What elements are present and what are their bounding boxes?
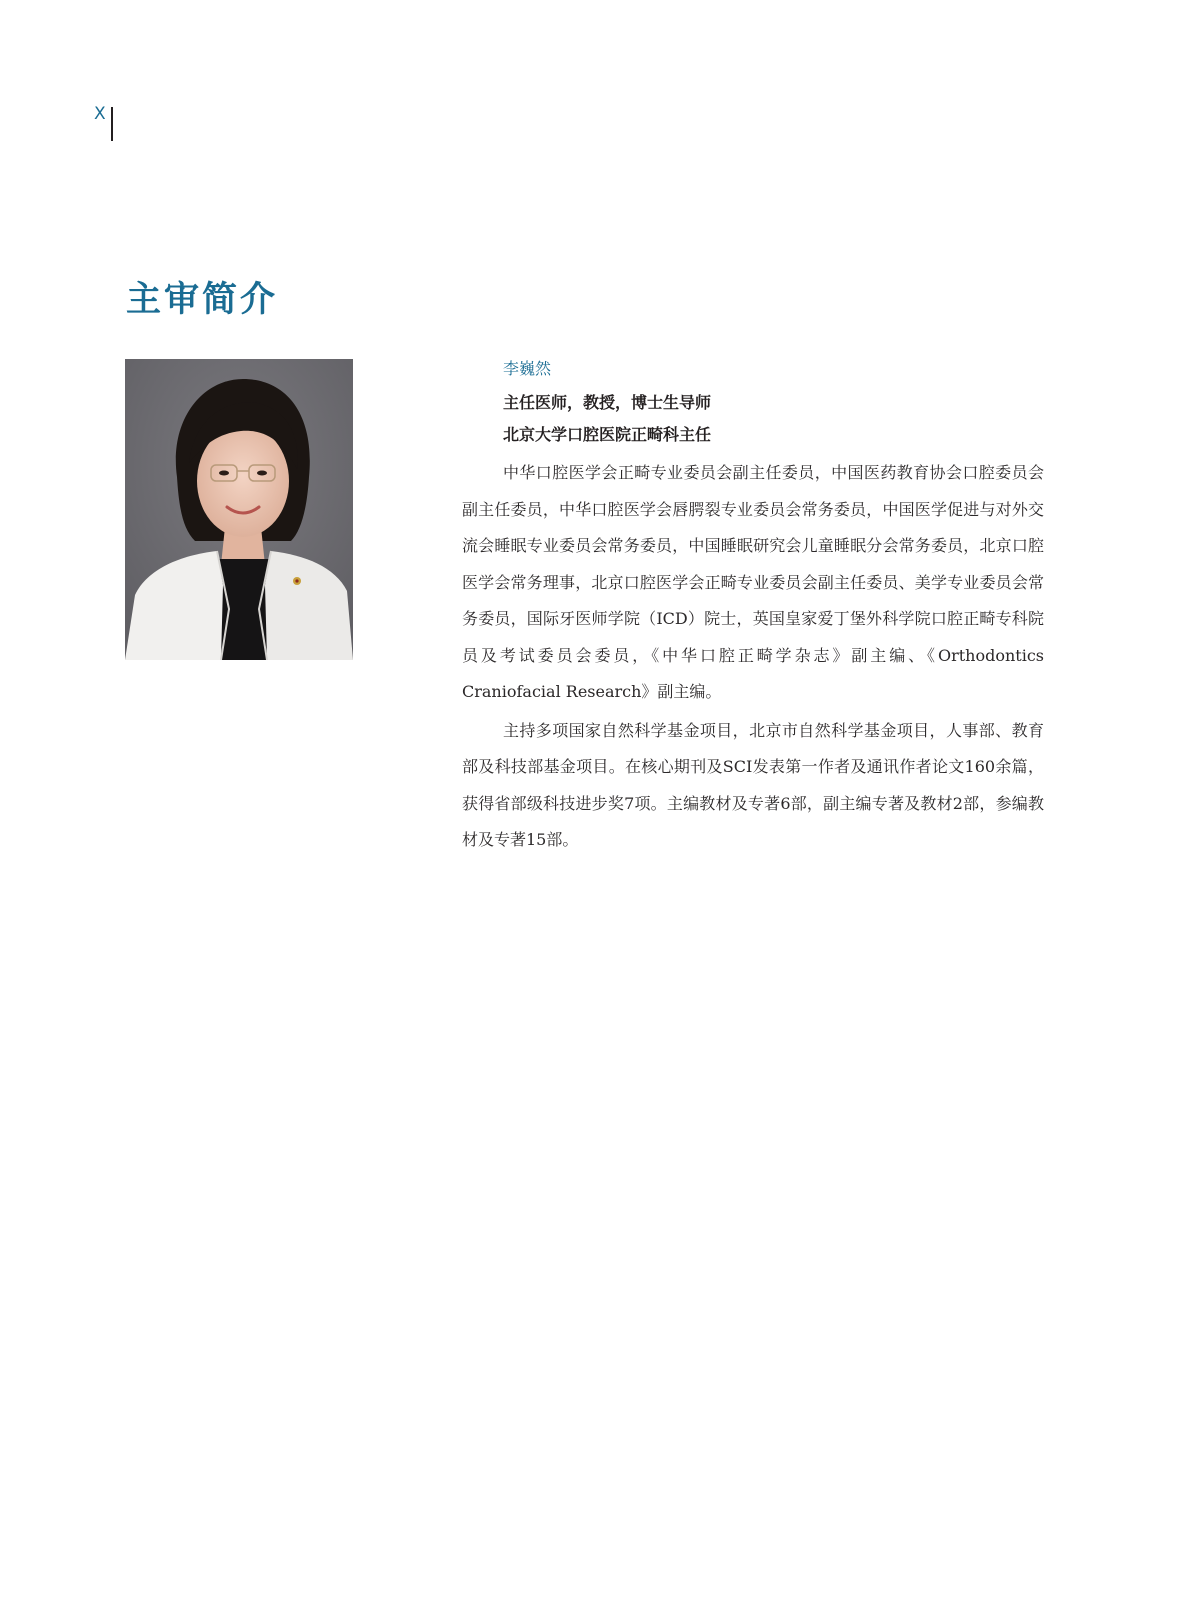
reviewer-title-2: 北京大学口腔医院正畸科主任: [503, 425, 712, 444]
bio-paragraph-research: 主持多项国家自然科学基金项目，北京市自然科学基金项目，人事部、教育部及科技部基金项目。在核心期刊及SCI发表第一作者及通讯作者论文160余篇，获得省部级科技进步奖7项。主编教材及专著6部，副主编专著及教材2部，参编教材及专著15部。: [462, 720, 1044, 849]
portrait-photo: [125, 359, 353, 660]
reviewer-name: 李巍然: [503, 359, 552, 378]
section-title: 主审简介: [126, 280, 279, 320]
reviewer-title-1: 主任医师，教授，博士生导师: [503, 393, 712, 412]
page-number-divider: [111, 107, 113, 141]
bio-block: [462, 357, 1044, 859]
page-number: X: [94, 104, 106, 124]
bio-paragraph-positions: 中华口腔医学会正畸专业委员会副主任委员，中国医药教育协会口腔委员会副主任委员，中华口腔医学会唇腭裂专业委员会常务委员，中国医学促进与对外交流会睡眠专业委员会常务委员，中国睡眠研究会儿童睡眠分会常务委员，北京口腔医学会常务理事，北京口腔医学会正畸专业委员会副主任委员、美学专业委员会常务委员，国际牙医师学院（ICD）院士，英国皇家爱丁堡外科学院口腔正畸专科院员及考试委员会委员，《中华口腔正畸学杂志》副主编、《Orthodontics Craniofacial Research》副主编。: [462, 463, 1044, 701]
